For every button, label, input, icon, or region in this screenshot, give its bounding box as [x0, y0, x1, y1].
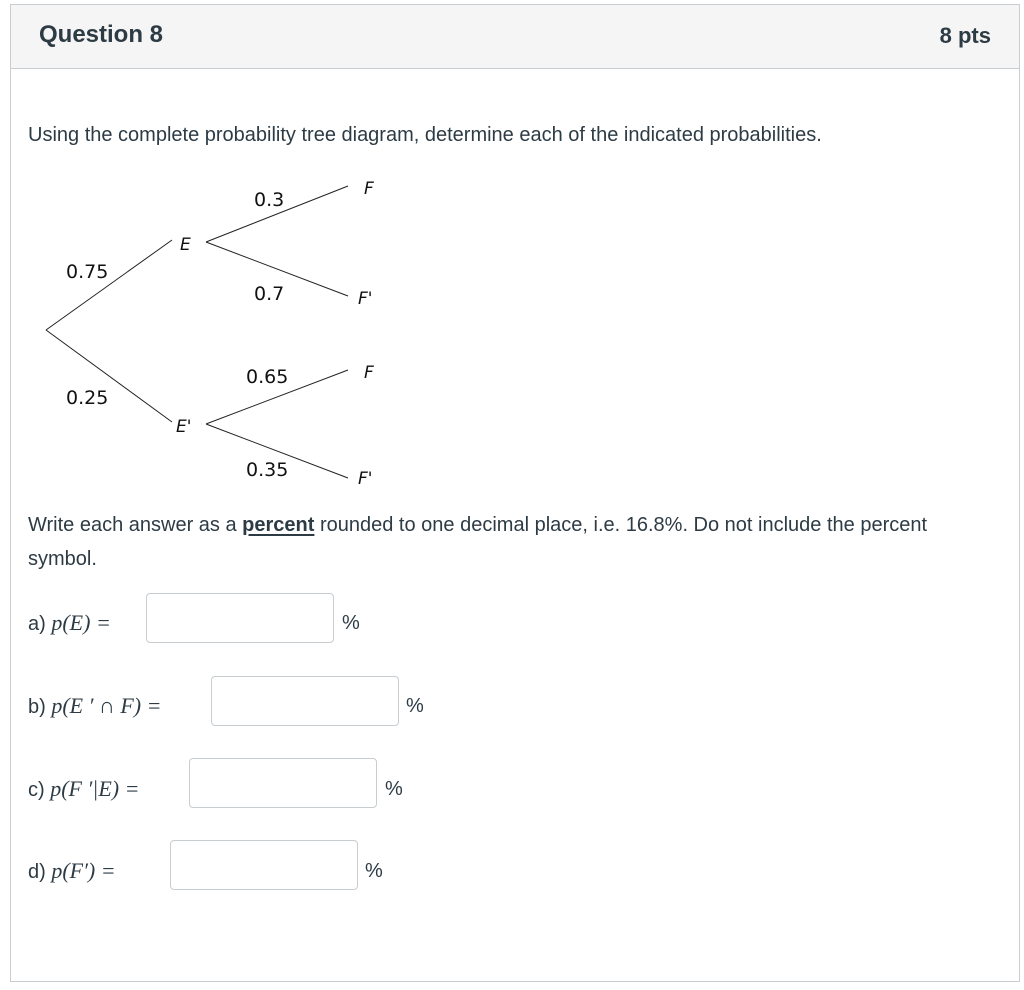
part-d-letter: d) [28, 861, 46, 883]
part-d-expression: p(F′) = [51, 858, 116, 883]
node-e: E [180, 235, 191, 255]
answer-input-a[interactable] [146, 593, 334, 643]
branch-root-e-prime [46, 330, 172, 422]
part-a-label [28, 610, 111, 636]
node-f-bottom: F [364, 363, 374, 383]
prob-f-prime-given-e: 0.7 [254, 283, 285, 305]
node-f-prime-top: F' [358, 289, 373, 309]
prob-e: 0.75 [66, 261, 109, 283]
prob-e-prime: 0.25 [66, 387, 109, 409]
answer-input-b[interactable] [211, 676, 399, 726]
part-d-unit: % [365, 860, 383, 882]
question-prompt: Using the complete probability tree diagram, determine each of the indicated probabilities. [28, 124, 822, 146]
part-a-expression: p(E) = [51, 610, 111, 635]
instructions-text-after: rounded to one decimal place, i.e. 16.8%. Do not include the percent symbol. [28, 514, 928, 570]
part-c-letter: c) [28, 779, 45, 801]
branch-root-e [46, 240, 172, 330]
part-a-unit: % [342, 612, 360, 634]
node-e-prime: E' [176, 417, 192, 437]
part-b-letter: b) [28, 696, 46, 718]
part-b-unit: % [406, 695, 424, 717]
prob-f-given-e-prime: 0.65 [246, 366, 289, 388]
part-c-label [28, 776, 139, 802]
node-f-prime-bottom: F' [358, 469, 373, 489]
question-title: Question 8 [39, 21, 164, 48]
answer-instructions [28, 508, 958, 576]
part-a-letter: a) [28, 613, 46, 635]
answer-input-d[interactable] [170, 840, 358, 890]
part-d-label [28, 858, 116, 884]
prob-f-prime-given-e-prime: 0.35 [246, 459, 289, 481]
instructions-text-before: Write each answer as a [28, 514, 243, 536]
part-b-expression: p(E ′ ∩ F) = [51, 693, 162, 718]
instructions-keyword: percent [242, 514, 315, 536]
part-b-label [28, 693, 161, 719]
answer-input-c[interactable] [189, 758, 377, 808]
part-c-expression: p(F ′|E) = [50, 776, 140, 801]
prob-f-given-e: 0.3 [254, 189, 285, 211]
node-f-top: F [364, 179, 374, 199]
part-c-unit: % [385, 778, 403, 800]
question-points: 8 pts [939, 23, 991, 48]
